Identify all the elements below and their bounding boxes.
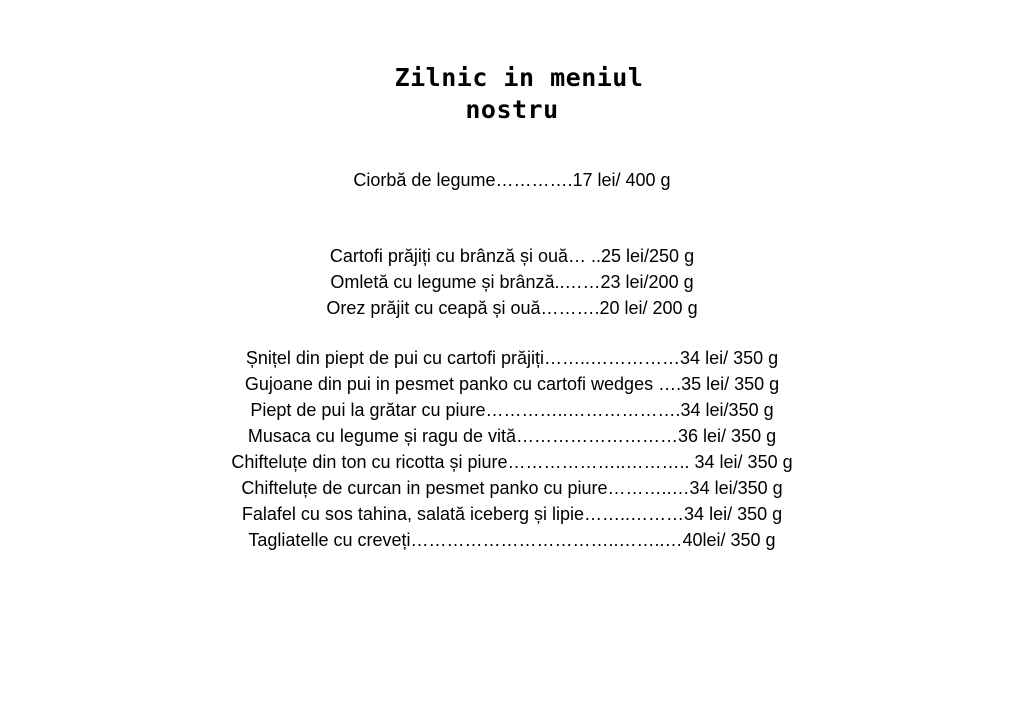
menu-item: Omletă cu legume și brânză..……23 lei/200 g (330, 272, 694, 292)
menu-title-line-2: nostru (465, 95, 559, 124)
menu-item: Șnițel din piept de pui cu cartofi prăjiți……..……………34 lei/ 350 g (245, 348, 779, 368)
menu-item: Tagliatelle cu creveți……………………………..……..…40lei/ 350 g (248, 530, 776, 550)
menu-item: Chifteluțe de curcan in pesmet panko cu piure………..…34 lei/350 g (241, 478, 783, 498)
menu-item: Ciorbă de legume………….17 lei/ 400 g (353, 170, 671, 190)
menu-item: Gujoane din pui in pesmet panko cu cartofi wedges ….35 lei/ 350 g (244, 374, 780, 394)
menu-item: Chifteluțe din ton cu ricotta și piure………………..……….. 34 lei/ 350 g (231, 452, 793, 472)
soup-section (0, 167, 1024, 193)
menu-item: Piept de pui la grătar cu piure…………..……………….34 lei/350 g (250, 400, 774, 420)
menu-item: Cartofi prăjiți cu brânză și ouă… ..25 lei/250 g (329, 246, 695, 266)
light-dishes-section (0, 243, 1024, 321)
menu-item: Orez prăjit cu ceapă și ouă……….20 lei/ 200 g (326, 298, 698, 318)
menu-title-line-1: Zilnic in meniul (394, 63, 644, 92)
menu-item: Falafel cu sos tahina, salată iceberg și lipie……..………34 lei/ 350 g (241, 504, 783, 524)
menu-title (0, 62, 1024, 126)
menu-item: Musaca cu legume și ragu de vită………………………36 lei/ 350 g (247, 426, 777, 446)
main-dishes-section (0, 345, 1024, 553)
